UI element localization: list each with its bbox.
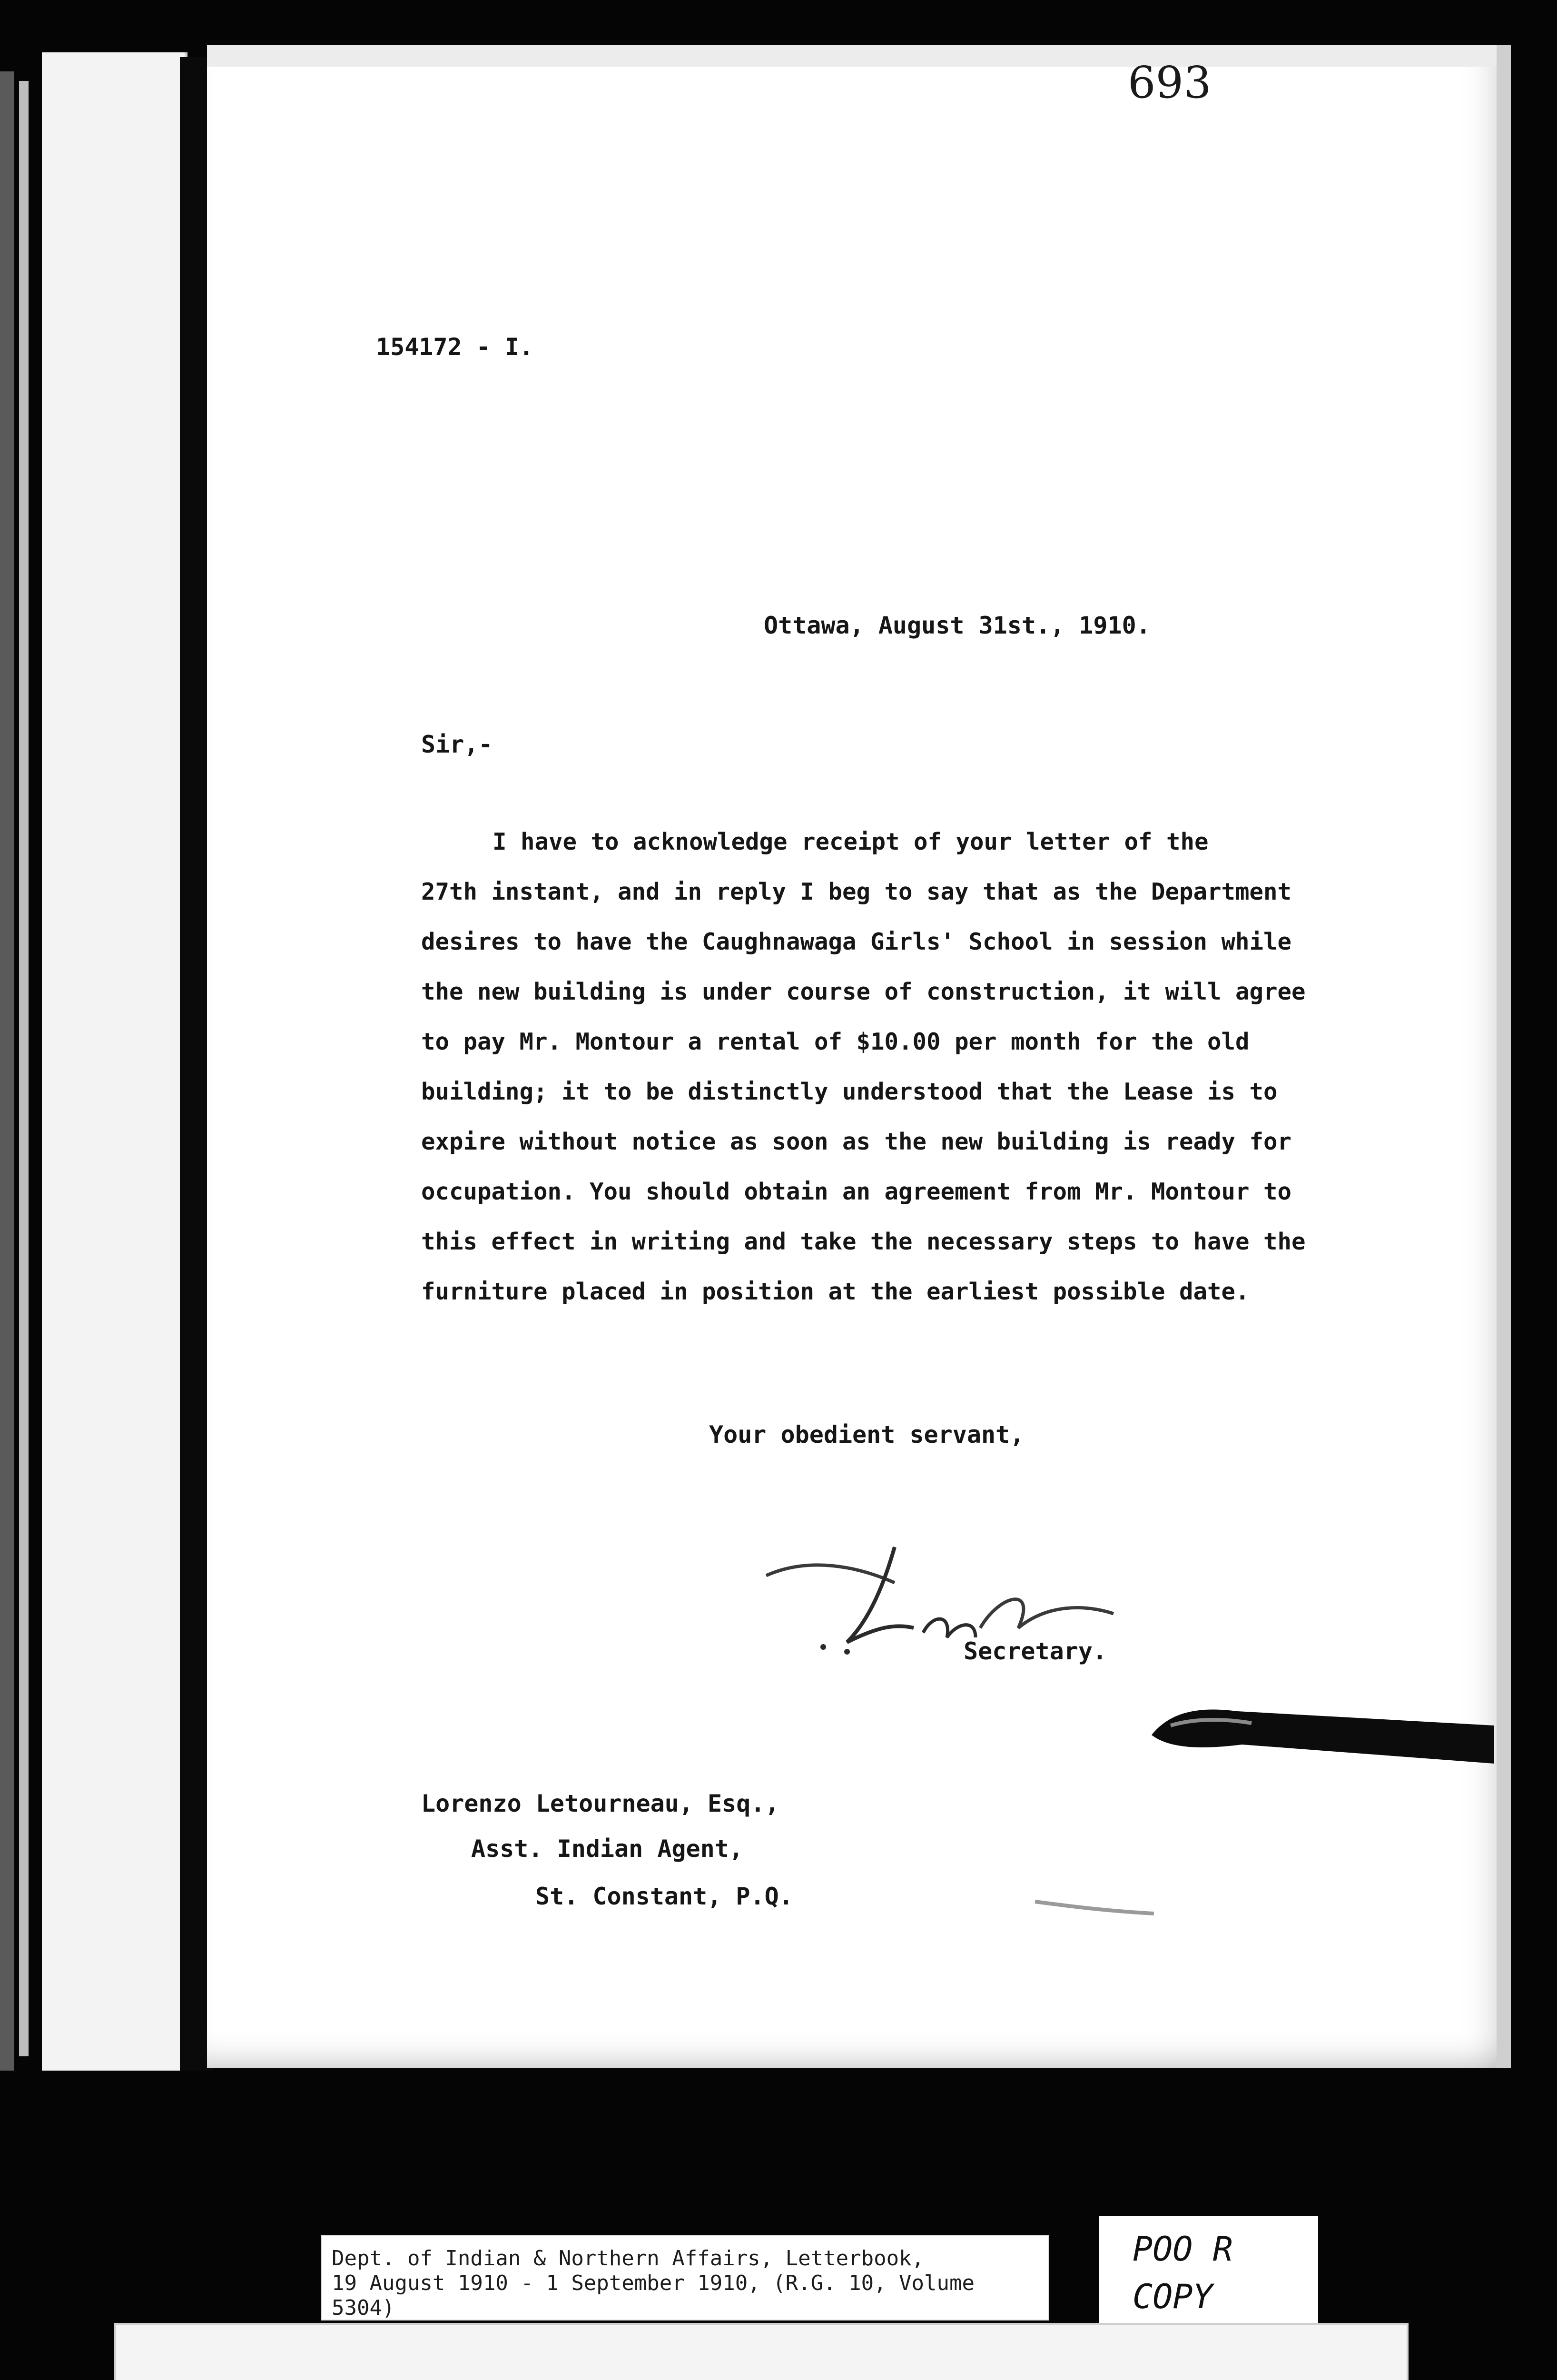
poor-copy-note: [1099, 2216, 1318, 2330]
file-number: 154172 - I.: [376, 333, 534, 361]
letterbook-binding-page: [42, 52, 187, 2071]
body-line: desires to have the Caughnawaga Girls' School in session while: [421, 928, 1292, 955]
caption-line: Dept. of Indian & Northern Affairs, Letterbook,: [332, 2246, 925, 2271]
pen-tip-icon: [1142, 1697, 1494, 1768]
film-strip-inner: [19, 81, 29, 2056]
body-line: furniture placed in position at the earliest possible date.: [421, 1278, 1250, 1305]
body-line: 27th instant, and in reply I beg to say that as the Department: [421, 878, 1292, 905]
body-line: I have to acknowledge receipt of your letter of the: [493, 828, 1209, 855]
caption-line: 19 August 1910 - 1 September 1910, (R.G. 10, Volume 5304): [332, 2271, 975, 2320]
closing: Your obedient servant,: [709, 1421, 1025, 1448]
addressee-place: St. Constant, P.Q.: [535, 1883, 793, 1910]
body-line: expire without notice as soon as the new building is ready for: [421, 1128, 1292, 1155]
addressee-name: Lorenzo Letourneau, Esq.,: [421, 1790, 779, 1817]
dateline: Ottawa, August 31st., 1910.: [764, 612, 1151, 639]
body-line: the new building is under course of construction, it will agree: [421, 978, 1306, 1005]
ink-smudge: [1033, 1897, 1156, 1916]
addressee-title: Asst. Indian Agent,: [471, 1835, 743, 1863]
page-right-edge: [1497, 45, 1511, 2068]
reel-caption-label: [321, 2235, 1049, 2320]
body-line: this effect in writing and take the necessary steps to have the: [421, 1228, 1306, 1255]
page-number: 693: [1128, 57, 1212, 108]
body-line: occupation. You should obtain an agreement from Mr. Montour to: [421, 1178, 1292, 1205]
page-top-band: [207, 45, 1511, 67]
body-line: building; it to be distinctly understood that the Lease is to: [421, 1078, 1278, 1105]
public-archives-card: [114, 2323, 1409, 2380]
body-line: to pay Mr. Montour a rental of $10.00 per month for the old: [421, 1028, 1250, 1055]
poor-copy-line: POO R: [1133, 2230, 1233, 2269]
signatory-title: Secretary.: [964, 1637, 1107, 1665]
poor-copy-line: COPY: [1133, 2277, 1213, 2316]
salutation: Sir,-: [421, 731, 493, 758]
film-strip-edge: [0, 71, 14, 2071]
